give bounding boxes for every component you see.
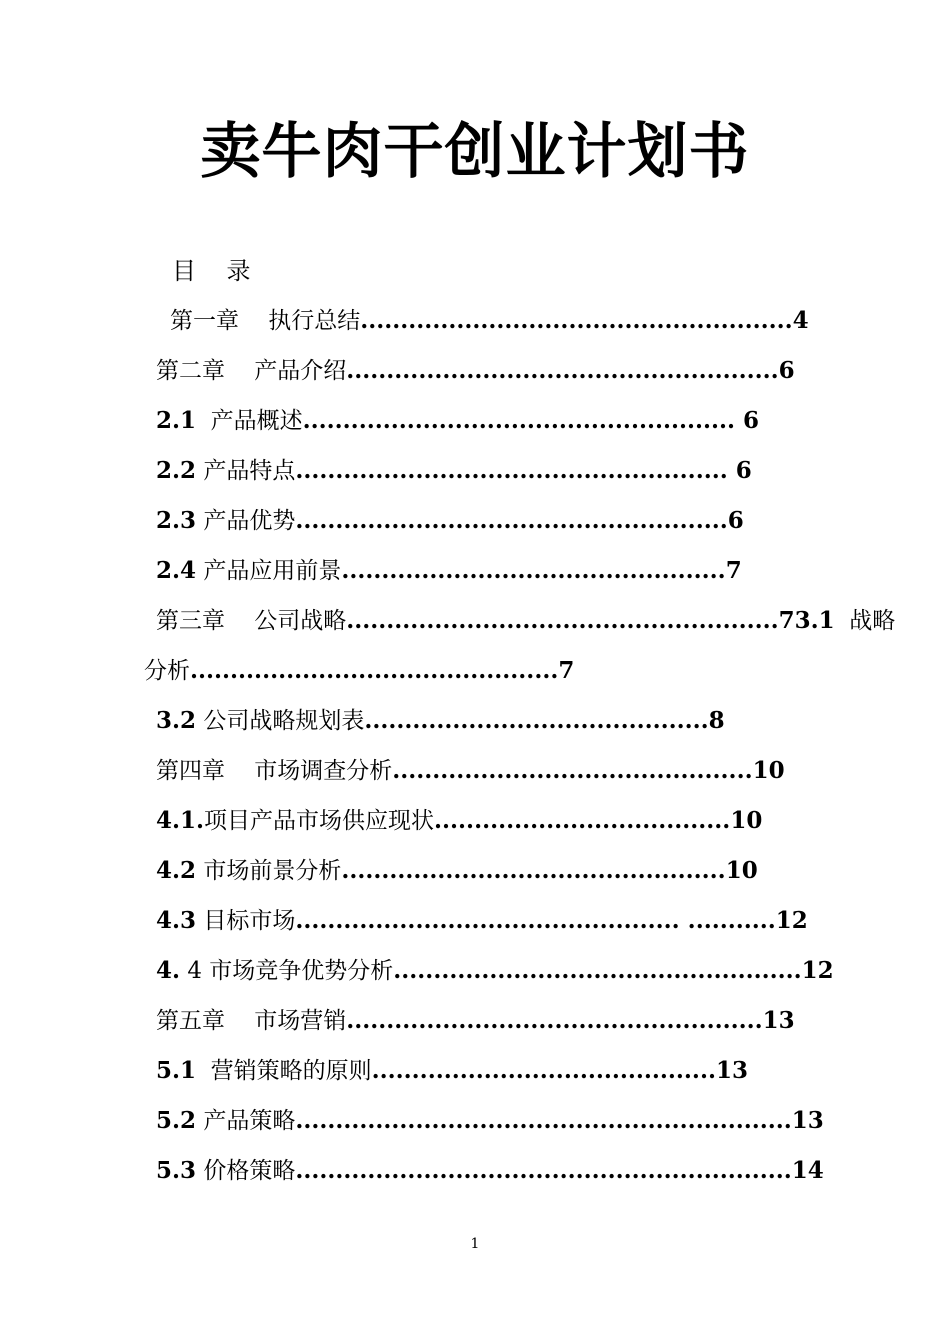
toc-entry-chapter-1[interactable] — [170, 304, 809, 338]
toc-page-number: 13 — [791, 1107, 824, 1134]
toc-section-number: 5.3 — [156, 1157, 197, 1184]
document-title: 卖牛肉干创业计划书 — [200, 117, 750, 187]
toc-entry-2-1[interactable] — [156, 404, 759, 438]
toc-leader: ........................................... — [371, 1057, 716, 1084]
toc-page-number: 12 — [801, 957, 834, 984]
toc-leader: ........................................... — [364, 707, 709, 734]
toc-section-number: 5.2 — [156, 1107, 197, 1134]
toc-entry-label: 4 市场竞争优势分析 — [180, 958, 394, 984]
toc-entry-5-2[interactable] — [156, 1104, 824, 1138]
toc-leader: .............................................................. — [295, 1157, 792, 1184]
toc-entry-chapter-2[interactable] — [156, 354, 795, 388]
toc-entry-3-2[interactable] — [156, 704, 725, 738]
toc-leader: ...................................................... — [360, 307, 793, 334]
toc-page-number: 6 — [727, 507, 744, 534]
toc-entry-label: 目标市场 — [196, 908, 296, 934]
toc-entry-label: 分析 — [144, 658, 190, 684]
toc-page-number: 6 — [727, 457, 752, 484]
toc-page-number: 10 — [730, 807, 763, 834]
toc-entry-label: 项目产品市场供应现状 — [204, 808, 435, 834]
toc-page-number: 10 — [725, 857, 758, 884]
toc-entry-chapter-5[interactable] — [156, 1004, 795, 1038]
toc-leader: ................................................... — [393, 957, 802, 984]
toc-leader: .............................................................. — [295, 1107, 792, 1134]
toc-section-number: 5.1 — [156, 1057, 197, 1084]
toc-entry-label: 价格策略 — [196, 1158, 296, 1184]
toc-leader: ................................................ — [341, 557, 726, 584]
toc-entry-label: 第二章 产品介绍 — [156, 358, 347, 384]
toc-leader: ...................................................... — [346, 357, 779, 384]
toc-section-number: 4.2 — [156, 857, 197, 884]
toc-entry-label: 第五章 市场营销 — [156, 1008, 347, 1034]
toc-leader: ...................................................... — [295, 457, 728, 484]
toc-page-number: 14 — [791, 1157, 824, 1184]
toc-entry-label: 第四章 市场调查分析 — [156, 758, 393, 784]
toc-entry-2-3[interactable] — [156, 504, 744, 538]
toc-entry-label: 第一章 执行总结 — [170, 308, 361, 334]
toc-entry-label: 公司战略规划表 — [196, 708, 365, 734]
toc-entry-4-2[interactable] — [156, 854, 758, 888]
toc-entry-4-1[interactable] — [156, 804, 762, 838]
toc-leader: ................................................ — [341, 857, 726, 884]
toc-section-number: 3.2 — [156, 707, 197, 734]
toc-entry-4-4[interactable] — [156, 954, 834, 988]
toc-entry-label: 产品优势 — [196, 508, 296, 534]
toc-page-number: 7 — [725, 557, 742, 584]
toc-entry-chapter-3[interactable] — [156, 604, 895, 638]
toc-page-number: 12 — [775, 907, 808, 934]
toc-leader: ............................................. — [392, 757, 753, 784]
toc-leader: ..................................... — [434, 807, 731, 834]
toc-section-number: 4.1. — [156, 807, 205, 834]
toc-entry-5-3[interactable] — [156, 1154, 824, 1188]
toc-leader: .................................................... — [346, 1007, 763, 1034]
toc-page-number: 10 — [752, 757, 785, 784]
toc-leader: .............................................. — [190, 657, 559, 684]
toc-section-number: 4. — [156, 957, 181, 984]
toc-page-number: 73.1 — [778, 607, 835, 634]
toc-page-number: 13 — [762, 1007, 795, 1034]
toc-page-number: 13 — [715, 1057, 748, 1084]
toc-page-number: 6 — [735, 407, 760, 434]
toc-entry-3-1-continued[interactable] — [144, 654, 574, 688]
toc-entry-2-4[interactable] — [156, 554, 742, 588]
toc-page-number: 4 — [792, 307, 809, 334]
toc-heading: 目 录 — [172, 257, 251, 285]
toc-leader: ...................................................... — [302, 407, 736, 434]
toc-entry-label: 产品特点 — [196, 458, 296, 484]
toc-section-number: 2.2 — [156, 457, 197, 484]
toc-entry-label: 产品概述 — [196, 408, 303, 434]
toc-section-number: 4.3 — [156, 907, 197, 934]
toc-entry-chapter-4[interactable] — [156, 754, 785, 788]
toc-page-number: 8 — [708, 707, 725, 734]
toc-leader: ................................................ ........... — [295, 907, 776, 934]
toc-entry-label: 产品策略 — [196, 1108, 296, 1134]
toc-section-number: 2.1 — [156, 407, 197, 434]
toc-page-number: 7 — [558, 657, 575, 684]
toc-entry-label: 产品应用前景 — [196, 558, 342, 584]
toc-page-number: 6 — [778, 357, 795, 384]
toc-entry-label: 市场前景分析 — [196, 858, 342, 884]
toc-entry-5-1[interactable] — [156, 1054, 748, 1088]
toc-entry-label: 营销策略的原则 — [196, 1058, 372, 1084]
toc-entry-label: 第三章 公司战略 — [156, 608, 347, 634]
toc-section-number: 2.3 — [156, 507, 197, 534]
toc-entry-4-3[interactable] — [156, 904, 808, 938]
toc-section-number: 2.4 — [156, 557, 197, 584]
page-number: 1 — [470, 1236, 480, 1252]
toc-entry-2-2[interactable] — [156, 454, 752, 488]
toc-leader: ...................................................... — [346, 607, 779, 634]
toc-leader: ...................................................... — [295, 507, 728, 534]
toc-entry-label-overflow: 战略 — [834, 608, 896, 634]
